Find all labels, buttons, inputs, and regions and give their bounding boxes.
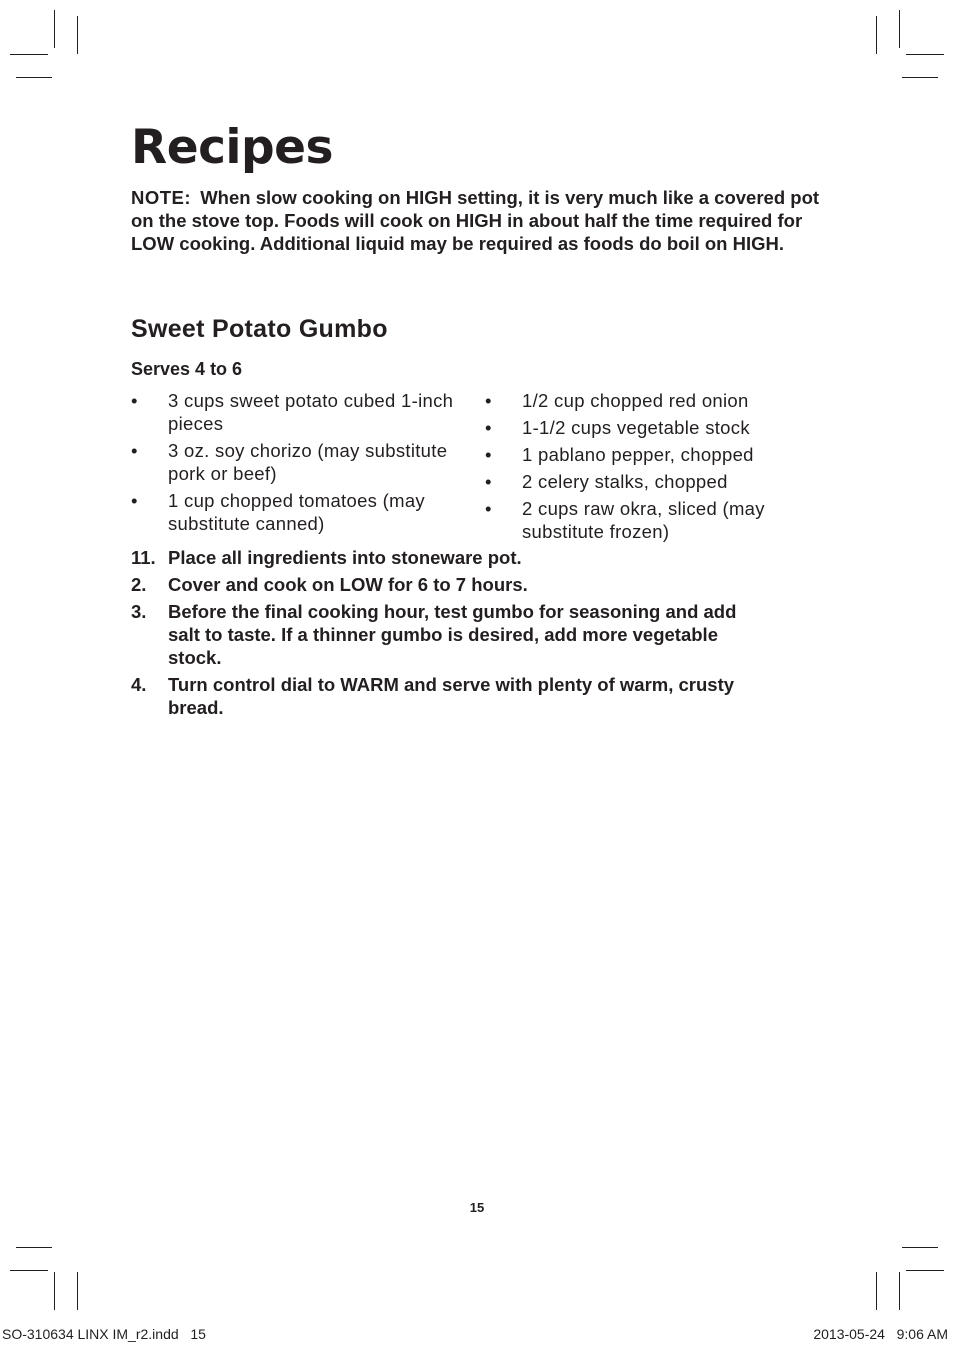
step-text: Cover and cook on LOW for 6 to 7 hours. xyxy=(168,574,528,595)
ingredient-text: 3 oz. soy chorizo (may substitute pork or beef) xyxy=(168,440,448,484)
step-item xyxy=(131,673,771,719)
recipe-serves: Serves 4 to 6 xyxy=(131,359,243,379)
step-text: Turn control dial to WARM and serve with plenty of warm, crusty bread. xyxy=(168,674,735,718)
step-item xyxy=(131,573,771,596)
crop-mark xyxy=(902,77,938,78)
bullet-icon: • xyxy=(131,490,138,511)
bullet-icon: • xyxy=(485,444,492,465)
slug-filename: SO-310634 LINX IM_r2.indd 15 xyxy=(2,1326,206,1342)
crop-mark xyxy=(906,1270,944,1271)
ingredient-text: 1 cup chopped tomatoes (may substitute canned) xyxy=(168,490,425,534)
note-label: NOTE: xyxy=(131,187,192,208)
crop-mark xyxy=(902,1247,938,1248)
ingredient-item xyxy=(131,489,471,535)
step-text: Place all ingredients into stoneware pot. xyxy=(168,547,522,568)
step-number: 2. xyxy=(131,574,147,595)
step-item xyxy=(131,546,771,569)
bullet-icon: • xyxy=(131,440,138,461)
ingredient-text: 1/2 cup chopped red onion xyxy=(522,390,749,411)
slug-timestamp: 2013-05-24 9:06 AM xyxy=(813,1326,948,1342)
bullet-icon: • xyxy=(485,417,492,438)
ingredient-item xyxy=(485,416,815,439)
ingredient-text: 2 celery stalks, chopped xyxy=(522,471,728,492)
ingredient-text: 3 cups sweet potato cubed 1-inch pieces xyxy=(168,390,454,434)
crop-mark xyxy=(876,16,877,54)
bullet-icon: • xyxy=(485,471,492,492)
ingredient-item xyxy=(485,443,815,466)
step-number: 4. xyxy=(131,674,147,695)
note-paragraph xyxy=(131,186,821,255)
crop-mark xyxy=(54,10,55,48)
page-number: 15 xyxy=(469,1200,485,1215)
crop-mark xyxy=(899,10,900,48)
crop-mark xyxy=(10,54,48,55)
ingredient-text: 1-1/2 cups vegetable stock xyxy=(522,417,750,438)
crop-mark xyxy=(876,1272,877,1310)
ingredient-text: 1 pablano pepper, chopped xyxy=(522,444,754,465)
crop-mark xyxy=(899,1272,900,1310)
crop-mark xyxy=(54,1272,55,1310)
crop-mark xyxy=(16,1247,52,1248)
bullet-icon: • xyxy=(485,390,492,411)
step-number: 3. xyxy=(131,601,147,622)
note-text: When slow cooking on HIGH setting, it is very much like a covered pot on the stove top. Foods will cook on HIGH in about half the time required for LOW cooking. Additional liquid may be required as foods do boil on HIGH. xyxy=(131,187,820,254)
crop-mark xyxy=(77,1272,78,1310)
bullet-icon: • xyxy=(131,390,138,411)
recipe-title: Sweet Potato Gumbo xyxy=(131,315,388,343)
ingredients-right-column xyxy=(485,389,815,547)
ingredient-text: 2 cups raw okra, sliced (may substitute frozen) xyxy=(522,498,765,542)
ingredient-item xyxy=(485,497,815,543)
bullet-icon: • xyxy=(485,498,492,519)
step-item xyxy=(131,600,771,669)
ingredient-item xyxy=(131,389,471,435)
crop-mark xyxy=(16,77,52,78)
instruction-steps xyxy=(131,546,771,723)
ingredient-item xyxy=(485,389,815,412)
ingredient-item xyxy=(485,470,815,493)
step-text: Before the final cooking hour, test gumbo for seasoning and add salt to taste. If a thinner gumbo is desired, add more vegetable stock. xyxy=(168,601,737,668)
page-title: Recipes xyxy=(131,120,334,175)
crop-mark xyxy=(906,54,944,55)
crop-mark xyxy=(77,16,78,54)
ingredients-left-column xyxy=(131,389,471,539)
step-number: 11. xyxy=(131,547,156,568)
ingredient-item xyxy=(131,439,471,485)
crop-mark xyxy=(10,1270,48,1271)
